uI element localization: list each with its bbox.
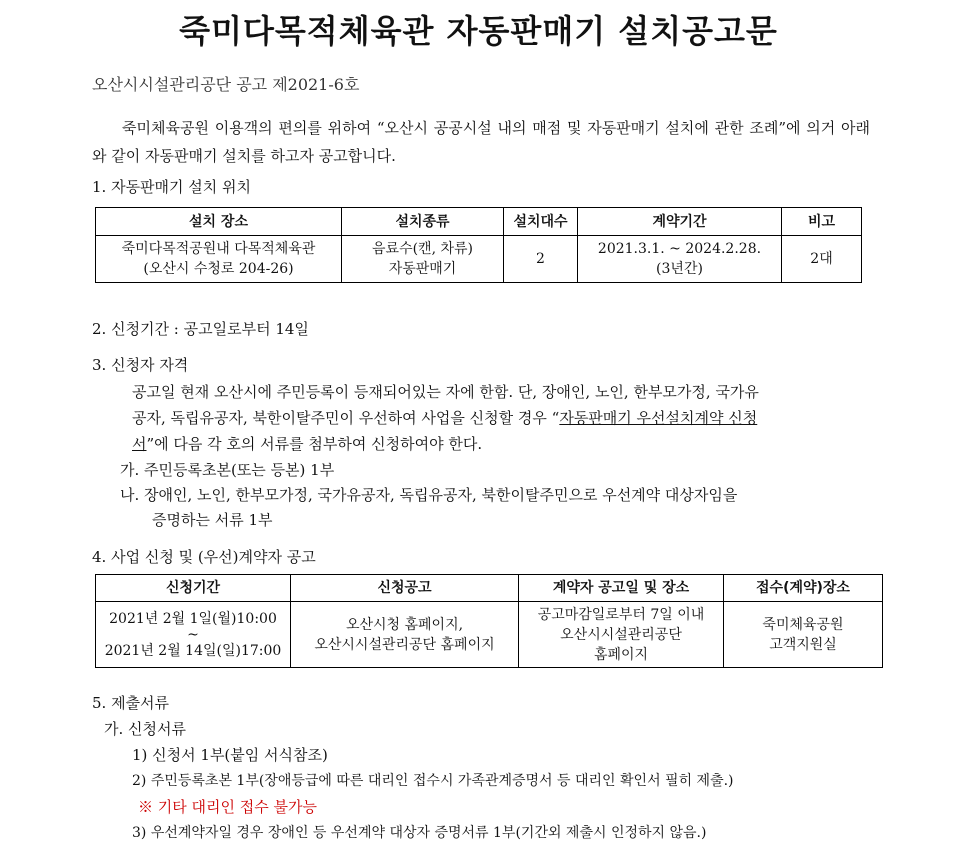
submission-item-2: 2) 주민등록초본 1부(장애등급에 따른 대리인 접수시 가족관계증명서 등 대리인 확인서 필히 제출.) (132, 773, 734, 789)
contract-line-3: 홈페이지 (593, 646, 649, 663)
cell-note: 2대 (782, 236, 862, 283)
col-header-period: 계약기간 (578, 208, 782, 236)
schedule-table (95, 574, 883, 668)
col-header-place: 설치 장소 (96, 208, 342, 236)
announce-line-1: 오산시청 홈페이지, (345, 616, 464, 633)
qualification-line-2 (132, 407, 757, 428)
apply-start: 2021년 2월 1일(월)10:00 (109, 610, 277, 627)
cell-announcement (291, 602, 519, 668)
place-line-2: (오산시 수청로 204-26) (143, 261, 294, 277)
col-header-reception: 접수(계약)장소 (724, 575, 883, 602)
col-header-note: 비고 (782, 208, 862, 236)
col-header-type: 설치종류 (342, 208, 504, 236)
table-header-row (96, 208, 862, 236)
apply-range-separator: ~ (187, 626, 199, 643)
qualification-text: 공자, 독립유공자, 북한이탈주민이 우선하여 사업을 신청할 경우 “ (132, 409, 560, 427)
place-line-1: 죽미다목적공원내 다목적체육관 (121, 241, 316, 257)
qualification-text-end: ”에 다음 각 호의 서류를 첨부하여 신청하여야 한다. (146, 435, 483, 453)
submission-item-3: 3) 우선계약자일 경우 장애인 등 우선계약 대상자 증명서류 1부(기간외 제출시 인정하지 않음.) (132, 825, 707, 841)
section3-heading: 3. 신청자 자격 (92, 356, 189, 374)
period-line-1: 2021.3.1. ~ 2024.2.28. (597, 241, 762, 257)
submission-subheading: 가. 신청서류 (104, 720, 186, 738)
type-line-2: 자동판매기 (388, 261, 457, 277)
cell-type (342, 236, 504, 283)
col-header-apply-period: 신청기간 (96, 575, 291, 602)
col-header-announcement: 신청공고 (291, 575, 519, 602)
section2-heading: 2. 신청기간 : 공고일로부터 14일 (92, 320, 309, 338)
reception-line-2: 고객지원실 (769, 636, 837, 653)
install-location-table (95, 207, 862, 283)
cell-contractor-notice (519, 602, 724, 668)
section5-heading: 5. 제출서류 (92, 694, 170, 712)
cell-reception (724, 602, 883, 668)
table-row (96, 602, 883, 668)
table-header-row (96, 575, 883, 602)
contract-line-2: 오산시시설관리공단 (560, 626, 682, 643)
cell-apply-period (96, 602, 291, 668)
submission-item-1: 1) 신청서 1부(붙임 서식참조) (132, 746, 328, 764)
qualification-line-3 (132, 433, 482, 454)
col-header-contractor-notice: 계약자 공고일 및 장소 (519, 575, 724, 602)
list-item-na: 나. 장애인, 노인, 한부모가정, 국가유공자, 독립유공자, 북한이탈주민으로 우선계약 대상자임을 (120, 486, 738, 504)
underlined-form-name: 자동판매기 우선설치계약 신청 (559, 409, 758, 427)
cell-count: 2 (504, 236, 578, 283)
cell-place (96, 236, 342, 283)
col-header-count: 설치대수 (504, 208, 578, 236)
list-item-na-cont: 증명하는 서류 1부 (152, 511, 273, 529)
contract-line-1: 공고마감일로부터 7일 이내 (537, 606, 705, 623)
table-row (96, 236, 862, 283)
underlined-form-name-end: 서 (132, 435, 147, 453)
notice-number: 오산시시설관리공단 공고 제2021-6호 (92, 75, 360, 94)
type-line-1: 음료수(캔, 차류) (372, 241, 473, 257)
qualification-line-1: 공고일 현재 오산시에 주민등록이 등재되어있는 자에 한함. 단, 장애인, 노인, 한부모가정, 국가유 (132, 383, 759, 401)
warning-note: ※ 기타 대리인 접수 불가능 (138, 798, 317, 816)
apply-end: 2021년 2월 14일(일)17:00 (104, 642, 282, 659)
section1-heading: 1. 자동판매기 설치 위치 (92, 178, 252, 196)
announce-line-2: 오산시시설관리공단 홈페이지 (314, 636, 495, 653)
cell-period (578, 236, 782, 283)
list-item-ga: 가. 주민등록초본(또는 등본) 1부 (120, 461, 335, 479)
intro-paragraph: 죽미체육공원 이용객의 편의를 위하여 “오산시 공공시설 내의 매점 및 자동판매기 설치에 관한 조례”에 의거 아래와 같이 자동판매기 설치를 하고자 공고합니다. (92, 119, 870, 165)
section4-heading: 4. 사업 신청 및 (우선)계약자 공고 (92, 548, 316, 566)
page-title: 죽미다목적체육관 자동판매기 설치공고문 (179, 12, 778, 50)
reception-line-1: 죽미체육공원 (762, 616, 844, 633)
period-line-2: (3년간) (656, 261, 703, 277)
